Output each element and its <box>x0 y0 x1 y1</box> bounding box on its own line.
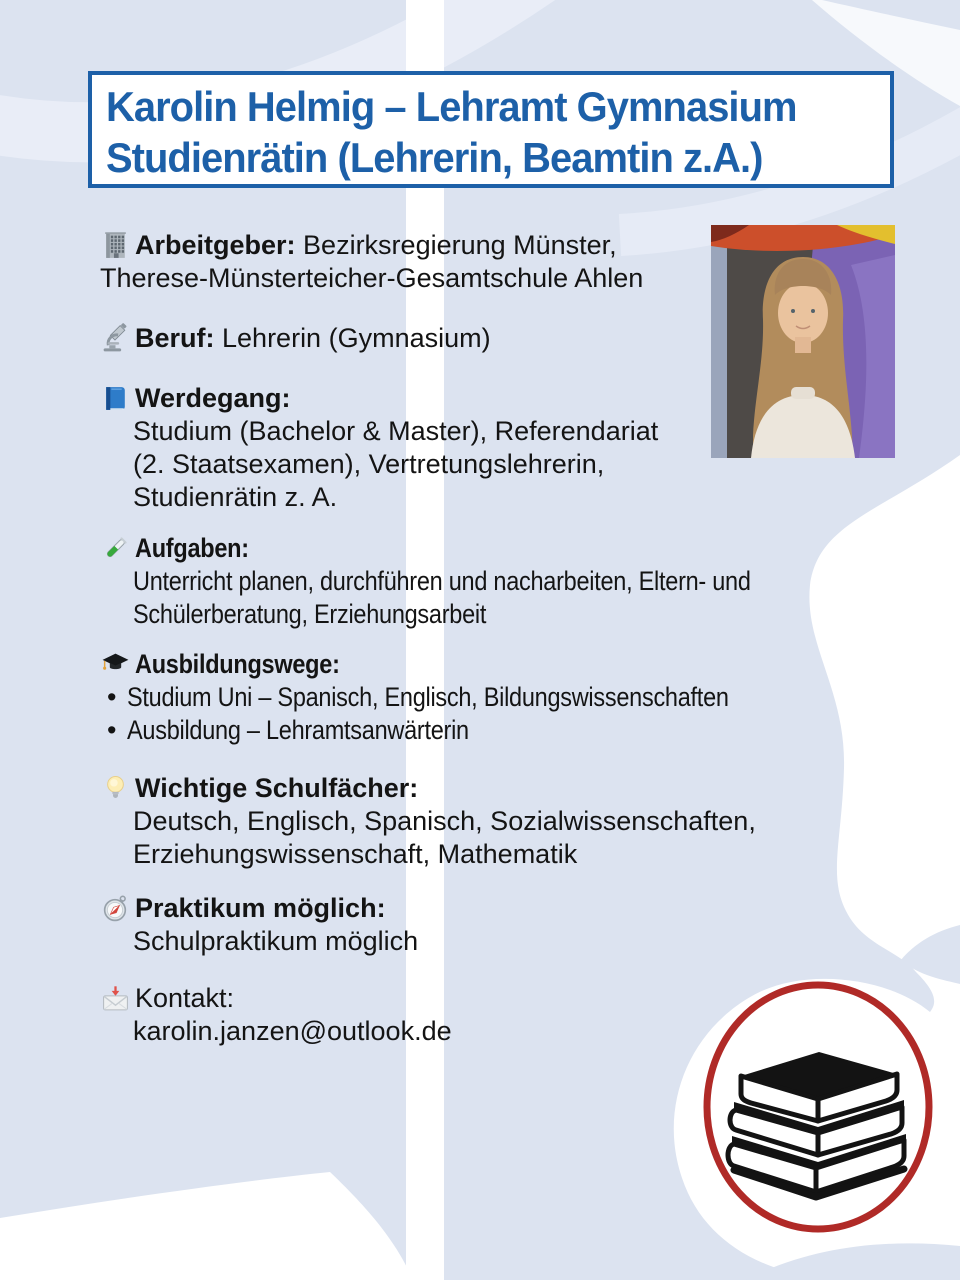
microscope-icon <box>100 323 131 354</box>
section-line: Schülerberatung, Erziehungsarbeit <box>133 599 487 629</box>
bullet-dot: • <box>107 682 117 712</box>
section-paragraph <box>100 229 685 295</box>
section-line: Unterricht planen, durchführen und nacharbeiten, Eltern- und <box>133 566 751 596</box>
page-title-line-1: Karolin Helmig – Lehramt Gymnasium <box>106 83 797 130</box>
title-box <box>88 71 894 188</box>
section-paragraph <box>100 322 685 355</box>
section-text: Lehrerin (Gymnasium) <box>222 323 491 353</box>
book-icon <box>100 383 131 414</box>
bullet-item <box>100 681 840 714</box>
section-schulfaecher <box>100 772 840 871</box>
section-line: Studium (Bachelor & Master), Referendariat <box>133 416 659 446</box>
section-header <box>100 532 840 565</box>
section-header <box>100 382 840 415</box>
section-line: (2. Staatsexamen), Vertretungslehrerin, <box>133 449 605 479</box>
light-bulb-icon <box>100 773 131 804</box>
section-aufgaben <box>100 532 840 631</box>
page-title-line-2: Studienrätin (Lehrerin, Beamtin z.A.) <box>106 134 763 181</box>
books-logo-graphic <box>701 980 935 1234</box>
section-line: Erziehungswissenschaft, Mathematik <box>133 839 578 869</box>
section-header <box>100 648 840 681</box>
profile-sections <box>100 229 840 1074</box>
section-ausbildungswege <box>100 648 840 747</box>
test-tube-icon <box>100 533 131 564</box>
contact-email[interactable]: karolin.janzen@outlook.de <box>133 1016 452 1046</box>
section-label-ausbildungswege: Ausbildungswege: <box>135 649 340 679</box>
bullet-dot: • <box>107 715 117 745</box>
section-label-arbeitgeber: Arbeitgeber: <box>135 230 296 260</box>
compass-icon <box>100 893 131 924</box>
section-label-beruf: Beruf: <box>135 323 215 353</box>
section-praktikum <box>100 892 840 958</box>
section-label-schulfaecher: Wichtige Schulfächer: <box>135 773 419 803</box>
bullet-item <box>100 714 840 747</box>
section-line: Deutsch, Englisch, Spanisch, Sozialwissenschaften, <box>133 806 756 836</box>
envelope-icon <box>100 983 131 1014</box>
bullet-text: Ausbildung – Lehramtsanwärterin <box>127 715 469 745</box>
section-arbeitgeber <box>100 229 840 295</box>
section-label-aufgaben: Aufgaben: <box>135 533 249 563</box>
section-line: Schulpraktikum möglich <box>133 926 419 956</box>
section-text: Bezirksregierung Münster, Therese-Münsterteicher-Gesamtschule Ahlen <box>100 230 644 293</box>
graduation-cap-icon <box>100 649 131 680</box>
section-header <box>100 892 840 925</box>
section-beruf <box>100 322 840 355</box>
section-line: Studienrätin z. A. <box>133 482 338 512</box>
section-werdegang <box>100 382 840 514</box>
section-label-werdegang: Werdegang: <box>135 383 291 413</box>
books-logo <box>701 980 935 1234</box>
section-label-kontakt: Kontakt: <box>135 983 235 1013</box>
section-label-praktikum: Praktikum möglich: <box>135 893 386 923</box>
section-header <box>100 772 840 805</box>
bullet-text: Studium Uni – Spanisch, Englisch, Bildungswissenschaften <box>127 682 729 712</box>
building-icon <box>100 230 131 261</box>
